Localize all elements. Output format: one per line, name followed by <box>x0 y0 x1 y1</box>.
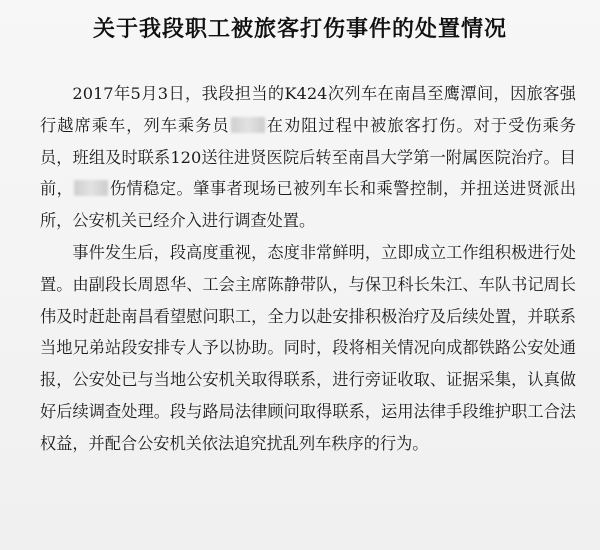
document-title: 关于我段职工被旅客打伤事件的处置情况 <box>92 17 507 42</box>
paragraph-response: 事件发生后，段高度重视，态度非常鲜明，立即成立工作组积极进行处置。由副段长周恩华、工会主席陈静带队，与保卫科长朱江、车队书记周长伟及时赶赴南昌看望慰问职工，全力以赴安排积极治疗及后续处置，并联系当地兄弟站段安排专人予以协助。同时，段将相关情况向成都铁路公安处通报，公安处已与当地公安机关取得联系，进行旁证收取、证据采集，认真做好后续调查处理。段与路局法律顾问取得联系，运用法律手段维护职工合法权益，并配合公安机关依法追究扰乱列车秩序的行为。 <box>40 242 576 453</box>
paragraph-incident-text-3: 伤情稳定。肇事者现场已被列车长和乘警控制，并扭送进贤派出所，公安机关已经介入进行调查处置。 <box>40 179 577 231</box>
redacted-name <box>231 117 265 133</box>
paragraph-incident <box>40 78 576 237</box>
document-body <box>40 78 576 460</box>
paragraph-incident-text-1: 2017年5月3日，我段担当的K424次列车在南昌至鹰潭间，因旅客强行越席乘车，列车乘务员 <box>40 84 576 135</box>
paragraph-incident-text-2: 在劝阻过程中被旅客打伤。对于受伤乘务员，班组及时联系120送往进贤医院后转至南昌大学第一附属医院治疗。目前， <box>40 115 576 199</box>
redacted-name <box>74 180 108 196</box>
